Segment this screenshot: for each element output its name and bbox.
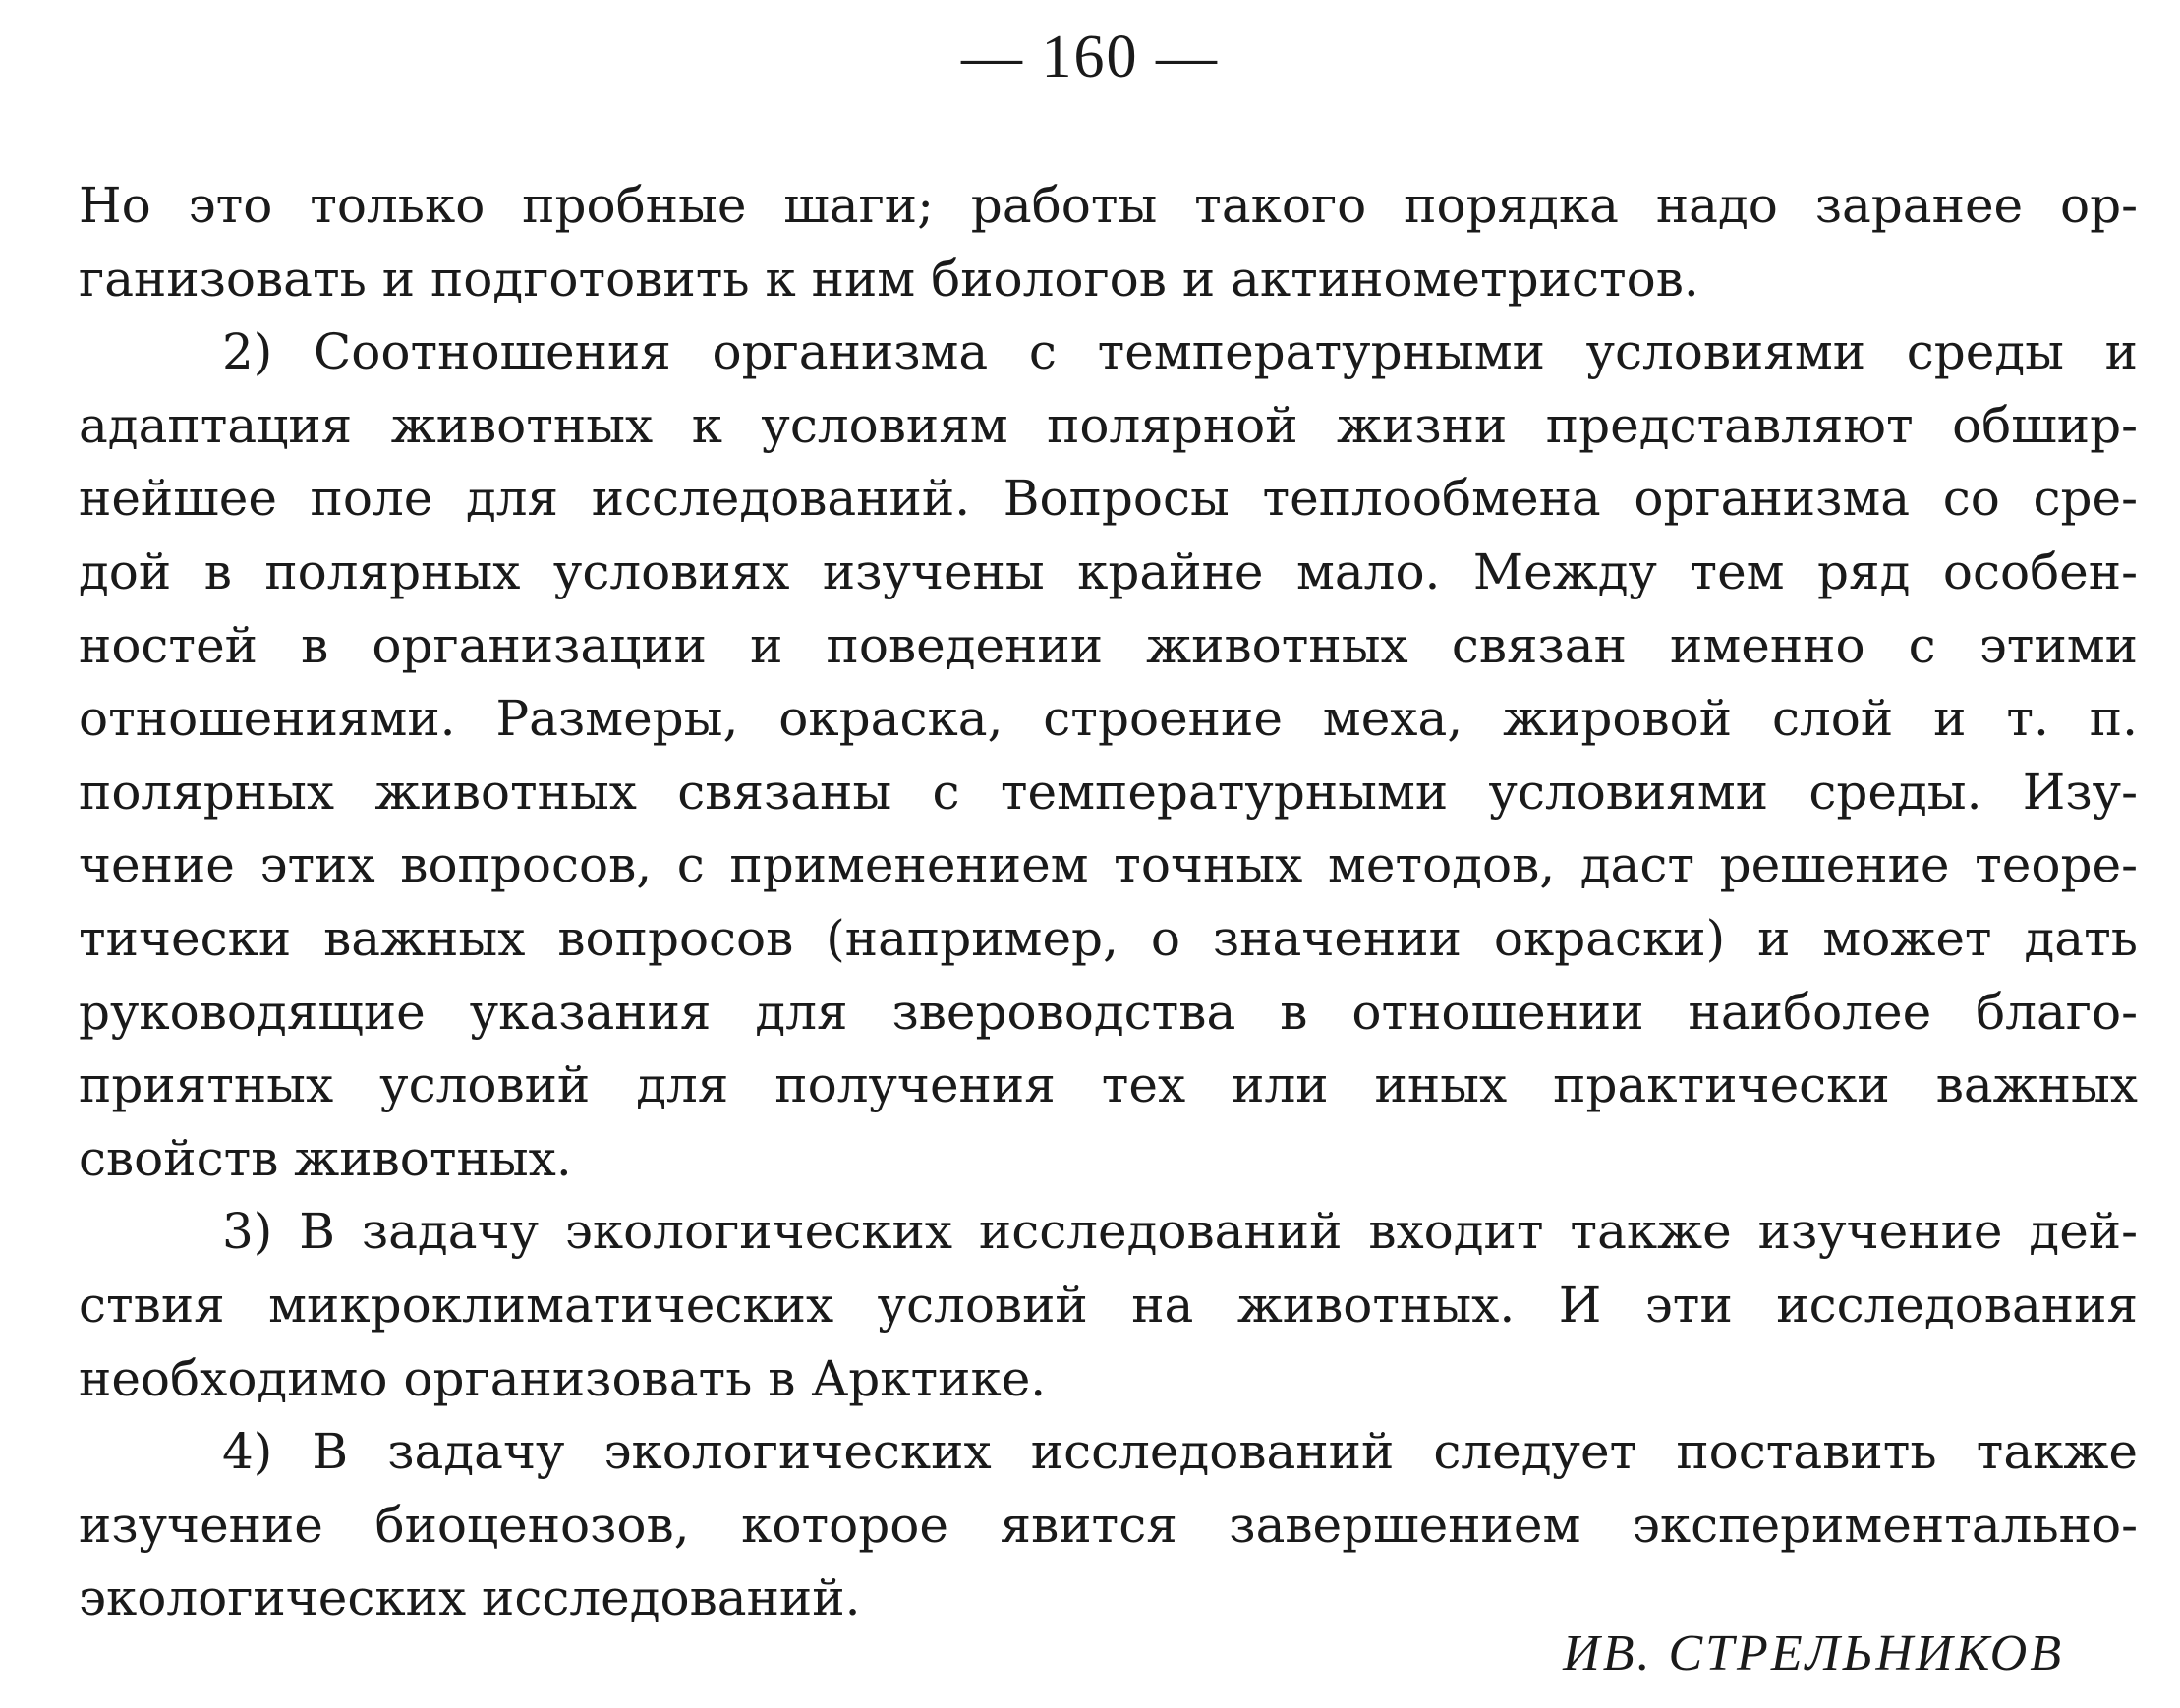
text-line: чение этих вопросов, с применением точных методов, даст решение теоре-: [79, 836, 2138, 894]
text-line: ностей в организации и поведении животных связан именно с этими: [79, 616, 2138, 674]
text-line: руководящие указания для звероводства в отношении наиболее благо-: [79, 983, 2138, 1041]
text-line: свойств животных.: [79, 1129, 572, 1187]
text-line: дой в полярных условиях изучены крайне мало. Между тем ряд особен-: [79, 542, 2138, 600]
text-line: тически важных вопросов (например, о значении окраски) и может дать: [79, 909, 2138, 967]
text-line: ганизовать и подготовить к ним биологов и актинометристов.: [79, 250, 1699, 308]
body-text: [79, 169, 2138, 1635]
text-line: ствия микроклиматических условий на животных. И эти исследования: [79, 1276, 2138, 1334]
text-line: необходимо организовать в Арктике.: [79, 1349, 1047, 1407]
text-line: экологических исследований.: [79, 1569, 861, 1627]
text-line: нейшее поле для исследований. Вопросы теплообмена организма со сре-: [79, 470, 2138, 528]
text-line: изучение биоценозов, которое явится завершением экспериментально-: [79, 1496, 2138, 1554]
paragraph-4-start: 4) В задачу экологических исследований следует поставить также: [222, 1423, 2138, 1481]
paragraph-3-start: 3) В задачу экологических исследований входит также изучение дей-: [222, 1203, 2138, 1261]
paragraph-2-start: 2) Соотношения организма с температурными условиями среды и: [222, 323, 2138, 381]
text-line: полярных животных связаны с температурными условиями среды. Изу-: [79, 763, 2138, 821]
text-line: Но это только пробные шаги; работы такого порядка надо заранее ор-: [79, 177, 2138, 234]
text-line: отношениями. Размеры, окраска, строение меха, жировой слой и т. п.: [79, 690, 2138, 748]
text-line: приятных условий для получения тех или иных практически важных: [79, 1056, 2138, 1114]
author-signature: ИВ. СТРЕЛЬНИКОВ: [1563, 1625, 2064, 1681]
text-line: адаптация животных к условиям полярной жизни представляют обшир-: [79, 396, 2138, 454]
page-number: — 160 —: [961, 24, 1219, 90]
